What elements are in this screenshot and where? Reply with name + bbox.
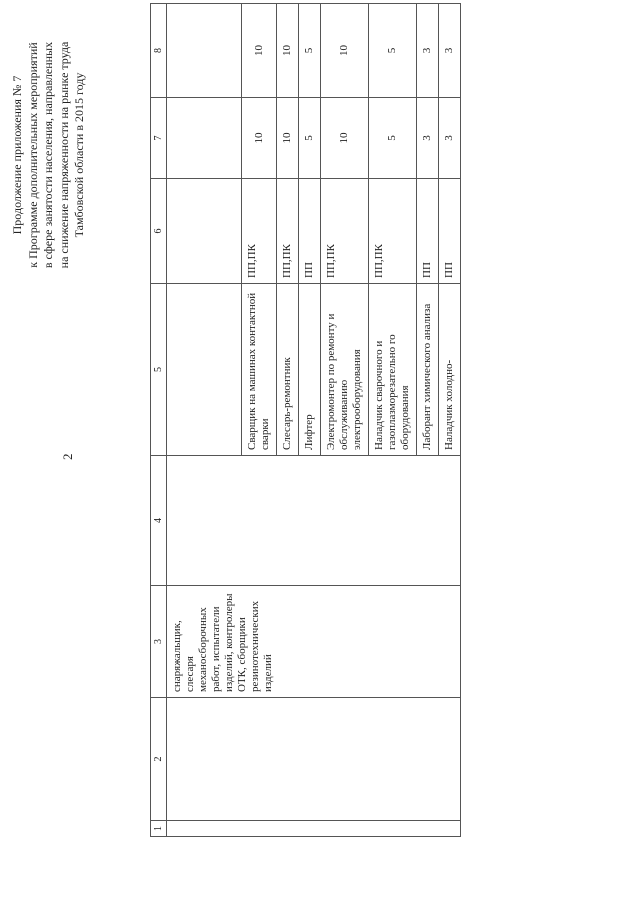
empty-cell	[167, 456, 461, 586]
heading-line-4: на снижение напряженности на рынке труда	[56, 41, 71, 269]
header-cell: 7	[151, 98, 167, 179]
header-cell: 5	[151, 284, 167, 456]
training-form-cell: ПП	[417, 179, 439, 284]
value-cell: 10	[242, 98, 277, 179]
heading-line-2: к Программе дополнительных мероприятий	[25, 42, 40, 268]
value-cell: 5	[299, 4, 321, 98]
program-table	[150, 3, 461, 837]
empty-cell	[167, 698, 461, 821]
value-cell: 5	[369, 4, 417, 98]
table-header-row	[151, 4, 167, 837]
value-cell: 3	[417, 98, 439, 179]
profession-cell: Наладчик холодно-	[439, 284, 461, 456]
header-cell: 6	[151, 179, 167, 284]
profession-cell: Слесарь-ремонтник	[277, 284, 299, 456]
col3-professions-cell: снаряжальщик, слесаря механосборочных работ, испытатели изделий, контролеры ОТК, сборщики резинотехнических изделий	[167, 586, 461, 698]
empty-cell	[167, 821, 461, 837]
header-cell: 2	[151, 698, 167, 821]
header-cell: 8	[151, 4, 167, 98]
training-form-cell: ПП	[299, 179, 321, 284]
value-cell: 10	[277, 98, 299, 179]
appendix-heading	[10, 0, 88, 315]
value-cell: 10	[321, 98, 369, 179]
heading-line-3: в сфере занятости населения, направленных	[41, 41, 55, 269]
header-cell: 4	[151, 456, 167, 586]
value-cell: 10	[242, 4, 277, 98]
profession-cell: Сварщик на машинах контактной сварки	[242, 284, 277, 456]
value-cell: 5	[369, 98, 417, 179]
training-form-cell: ПП,ПК	[242, 179, 277, 284]
profession-cell: Лифтер	[299, 284, 321, 456]
value-cell: 3	[439, 4, 461, 98]
profession-cell: Наладчик сварочного и газоплазморезательно го оборудования	[369, 284, 417, 456]
header-cell: 1	[151, 821, 167, 837]
value-cell: 10	[277, 4, 299, 98]
training-form-cell: ПП,ПК	[321, 179, 369, 284]
value-cell: 5	[299, 98, 321, 179]
value-cell: 3	[417, 4, 439, 98]
training-form-cell: ПП,ПК	[369, 179, 417, 284]
profession-cell: Лаборант химического анализа	[417, 284, 439, 456]
value-cell: 10	[321, 4, 369, 98]
heading-line-5: Тамбовской области в 2015 году	[72, 72, 86, 238]
training-form-cell: ПП,ПК	[277, 179, 299, 284]
header-cell: 3	[151, 586, 167, 698]
training-form-cell: ПП	[439, 179, 461, 284]
page-number: 2	[60, 453, 75, 460]
heading-line-1: Продолжение приложения № 7	[10, 75, 24, 235]
profession-cell: Электромонтер по ремонту и обслуживанию электрооборудования	[321, 284, 369, 456]
value-cell: 3	[439, 98, 461, 179]
table-row	[167, 4, 242, 837]
